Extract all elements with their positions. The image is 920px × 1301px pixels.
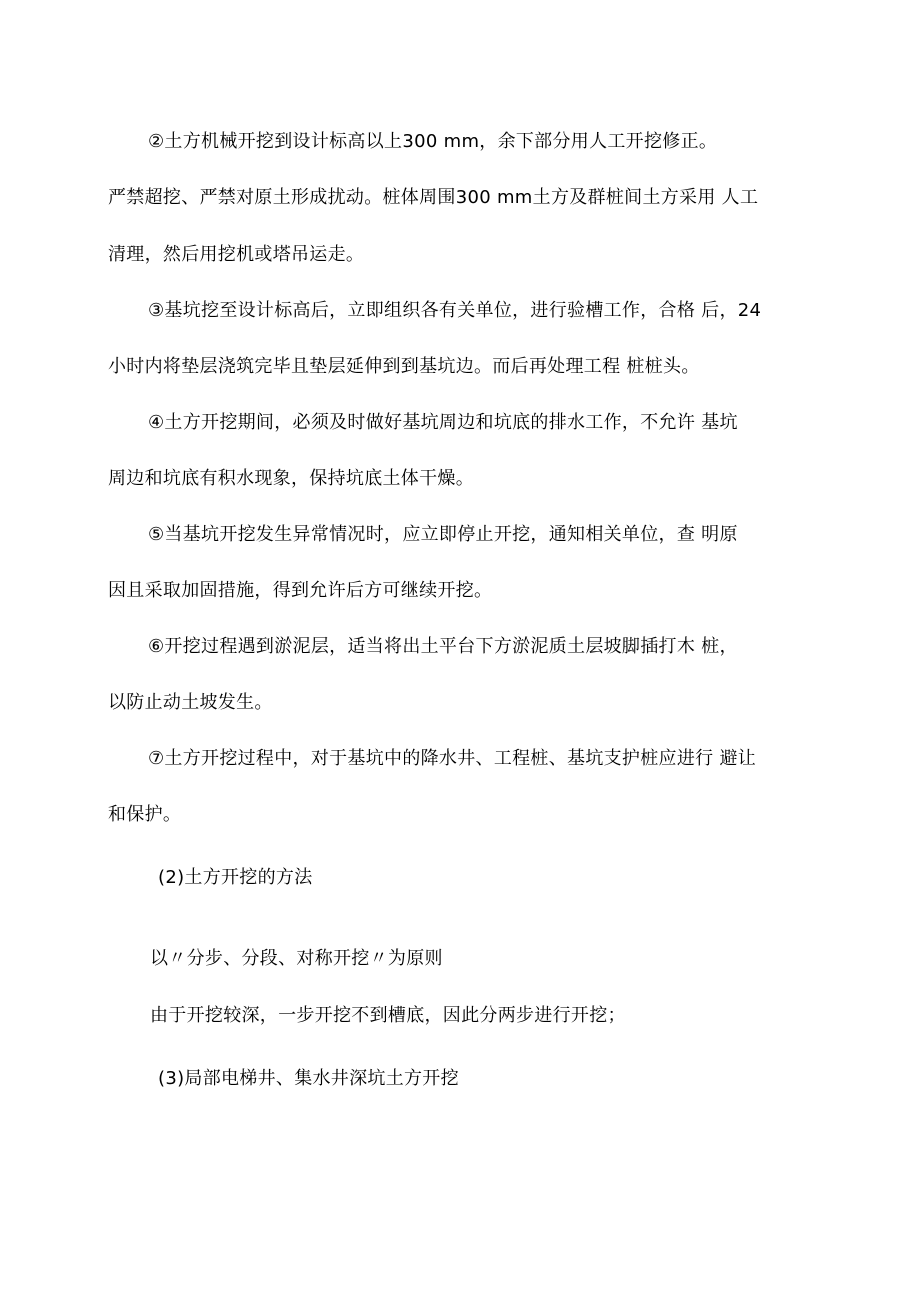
- paragraph-line: 以〃分步、分段、对称开挖〃为原则: [150, 948, 443, 969]
- paragraph-line: ④土方开挖期间，必须及时做好基坑周边和坑底的排水工作，不允许 基坑: [148, 412, 738, 433]
- paragraph-line: 清理，然后用挖机或塔吊运走。: [108, 244, 365, 265]
- paragraph-line: ⑥开挖过程遇到淤泥层，适当将出土平台下方淤泥质土层坡脚插打木 桩，: [148, 636, 738, 657]
- paragraph-line: ⑤当基坑开挖发生异常情况时，应立即停止开挖，通知相关单位，查 明原: [148, 524, 738, 545]
- section-heading: (3)局部电梯井、集水井深坑土方开挖: [158, 1068, 459, 1089]
- paragraph-line: 周边和坑底有积水现象，保持坑底土体干燥。: [108, 468, 474, 489]
- paragraph-line: 由于开挖较深，一步开挖不到槽底，因此分两步进行开挖；: [150, 1005, 626, 1026]
- section-heading: (2)土方开挖的方法: [158, 867, 313, 888]
- paragraph-line: 小时内将垫层浇筑完毕且垫层延伸到到基坑边。而后再处理工程 桩桩头。: [108, 356, 700, 377]
- paragraph-line: 和保护。: [108, 804, 182, 825]
- paragraph-line: 严禁超挖、严禁对原土形成扰动。桩体周围300 mm土方及群桩间土方采用 人工: [108, 187, 759, 208]
- paragraph-line: ②土方机械开挖到设计标高以上300 mm，余下部分用人工开挖修正。: [148, 131, 718, 152]
- paragraph-line: 以防止动土坡发生。: [108, 692, 273, 713]
- paragraph-line: 因且采取加固措施，得到允许后方可继续开挖。: [108, 580, 493, 601]
- paragraph-line: ③基坑挖至设计标高后，立即组织各有关单位，进行验槽工作，合格 后，24: [148, 300, 762, 321]
- paragraph-line: ⑦土方开挖过程中，对于基坑中的降水井、工程桩、基坑支护桩应进行 避让: [148, 748, 757, 769]
